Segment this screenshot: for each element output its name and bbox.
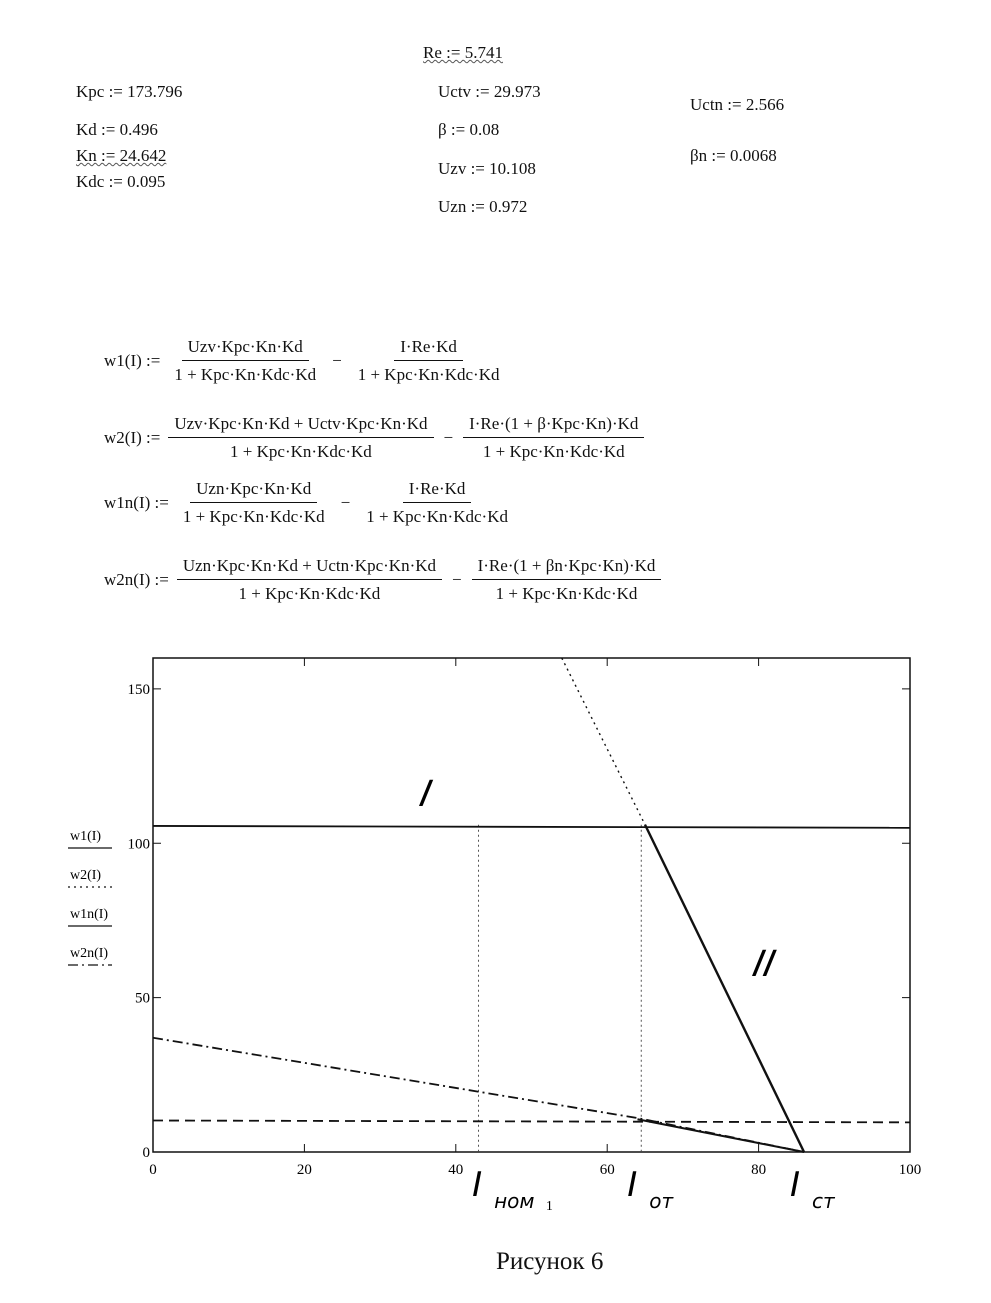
fraction <box>168 336 322 386</box>
plot-border <box>153 658 910 1152</box>
vertical-markers <box>479 825 642 1152</box>
y-tick-label: 150 <box>127 681 150 698</box>
equation-w2n <box>104 555 661 605</box>
minus-operator: − <box>340 493 351 512</box>
numerator: I·Re·Kd <box>394 336 463 361</box>
x-tick-label: 80 <box>751 1162 767 1178</box>
legend-label: w1n(I) <box>70 907 109 922</box>
minus-operator: − <box>443 428 454 447</box>
plot-frame <box>153 658 910 1152</box>
tick-subscript: 1 <box>545 1199 553 1214</box>
y-tick-label: 100 <box>127 836 150 853</box>
y-tick-label: 50 <box>135 990 150 1007</box>
handwritten-annotations <box>416 773 836 1214</box>
denominator: 1 + Kpc·Kn·Kdc·Kd <box>357 365 500 384</box>
fraction <box>177 478 331 528</box>
series-lines <box>153 658 910 1152</box>
var-uzn: Uzn := 0.972 <box>438 197 528 216</box>
var-uctv: Uctv := 29.973 <box>438 82 541 101</box>
denominator: 1 + Kpc·Kn·Kdc·Kd <box>366 507 508 526</box>
fraction <box>463 413 644 463</box>
fraction <box>168 413 433 463</box>
var-uctn: Uctn := 2.566 <box>690 95 785 114</box>
var-re: Re := 5.741 <box>423 43 503 62</box>
var-kd: Kd := 0.496 <box>76 120 158 139</box>
denominator: 1 + Kpc·Kn·Kdc·Kd <box>482 442 625 461</box>
numerator: Uzn·Kpc·Kn·Kd <box>190 478 317 503</box>
figure-caption: Рисунок 6 <box>496 1248 604 1275</box>
handwritten-axis-label: I <box>790 1165 801 1205</box>
fraction <box>177 555 442 605</box>
denominator: 1 + Kpc·Kn·Kdc·Kd <box>182 507 325 526</box>
y-tick-label: 0 <box>142 1145 150 1161</box>
denominator: 1 + Kpc·Kn·Kdc·Kd <box>230 442 372 461</box>
var-betan: βn := 0.0068 <box>690 146 777 165</box>
legend-label: w2n(I) <box>70 946 109 961</box>
equation-w1n <box>104 478 514 528</box>
series-line-3 <box>153 1121 910 1123</box>
var-uzv: Uzv := 10.108 <box>438 159 536 178</box>
x-tick-label: 0 <box>149 1162 157 1178</box>
var-kdc: Kdc := 0.095 <box>76 172 166 191</box>
fraction <box>360 478 514 528</box>
numerator: Uzv·Kpc·Kn·Kd + Uctv·Kpc·Kn·Kd <box>168 413 433 438</box>
speed-characteristics-chart <box>0 640 991 1220</box>
numerator: I·Re·Kd <box>403 478 472 503</box>
handwritten-axis-label: I <box>627 1165 638 1205</box>
fraction <box>472 555 662 605</box>
equation-w1 <box>104 336 505 386</box>
equation-lhs: w1(I) := <box>104 351 161 370</box>
equation-lhs: w2(I) := <box>104 428 161 447</box>
handwritten-axis-subscript: от <box>649 1189 674 1213</box>
handwritten-label: II <box>749 942 780 985</box>
numerator: Uzv·Kpc·Kn·Kd <box>182 336 309 361</box>
numerator: I·Re·(1 + βn·Kpc·Kn)·Kd <box>472 555 662 580</box>
legend-label: w2(I) <box>70 868 102 883</box>
var-kn: Kn := 24.642 <box>76 146 167 165</box>
handdrawn-characteristic-line <box>645 825 804 1152</box>
x-tick-label: 40 <box>448 1162 464 1178</box>
var-beta: β := 0.08 <box>438 120 500 139</box>
handdrawn-characteristic-line <box>637 1119 804 1152</box>
var-kpc: Kpc := 173.796 <box>76 82 183 101</box>
x-tick-label: 60 <box>599 1162 615 1178</box>
axis-ticks <box>128 658 922 1178</box>
denominator: 1 + Kpc·Kn·Kdc·Kd <box>495 584 638 603</box>
equation-lhs: w1n(I) := <box>104 493 169 512</box>
denominator: 1 + Kpc·Kn·Kdc·Kd <box>238 584 381 603</box>
numerator: I·Re·(1 + β·Kpc·Kn)·Kd <box>463 413 644 438</box>
equation-w2 <box>104 413 644 463</box>
handwritten-axis-subscript: ст <box>812 1189 835 1213</box>
handwritten-axis-label: I <box>472 1165 483 1205</box>
series-line-1 <box>153 826 910 828</box>
denominator: 1 + Kpc·Kn·Kdc·Kd <box>174 365 317 384</box>
minus-operator: − <box>332 351 342 370</box>
legend <box>68 829 112 965</box>
handwritten-label: I <box>416 772 436 816</box>
fraction <box>352 336 506 386</box>
numerator: Uzn·Kpc·Kn·Kd + Uctn·Kpc·Kn·Kd <box>177 555 442 580</box>
x-tick-label: 100 <box>898 1162 922 1178</box>
minus-operator: − <box>452 570 462 589</box>
handwritten-axis-subscript: ном <box>494 1189 535 1213</box>
equation-lhs: w2n(I) := <box>104 570 169 589</box>
legend-label: w1(I) <box>70 829 102 844</box>
x-tick-label: 20 <box>296 1162 312 1178</box>
